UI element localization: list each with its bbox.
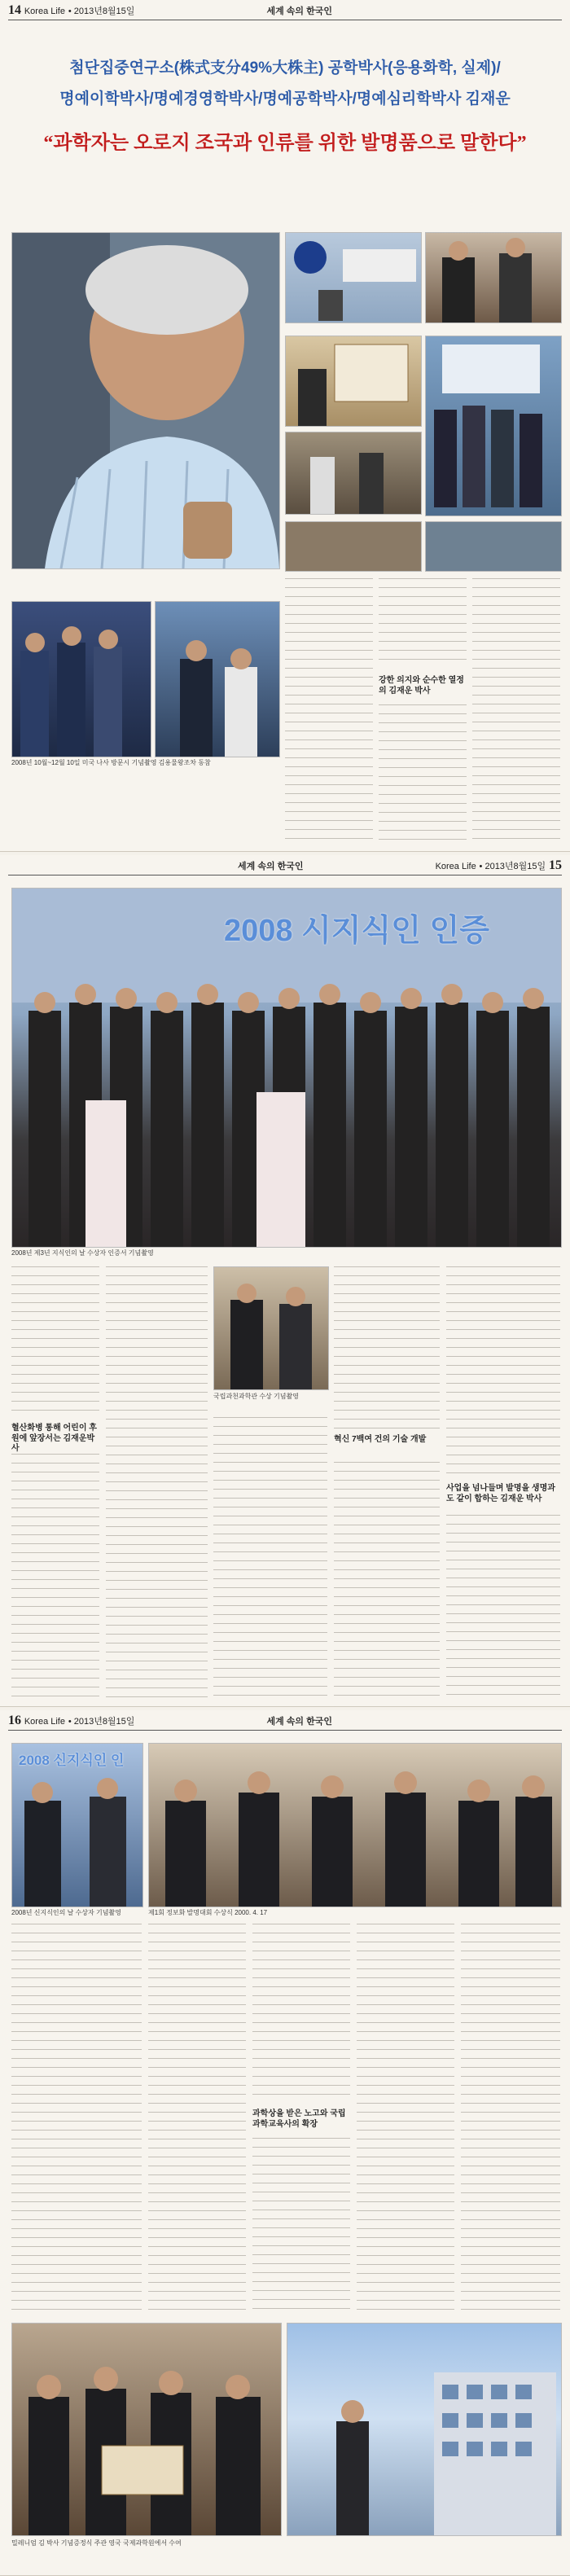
subheading: 강한 의지와 순수한 열정의 김재운 박사 [379, 676, 464, 696]
photo-caption: 국립과천과학관 수상 기념촬영 [213, 1393, 299, 1400]
body-text-column [11, 1454, 99, 1698]
nasa-visit-photo [11, 601, 151, 757]
page-number: 16 [8, 1714, 21, 1727]
body-text-column [334, 1266, 440, 1429]
certificate-photo [285, 336, 422, 427]
masthead: Korea Life [24, 7, 65, 16]
invention-award-group-photo [148, 1743, 562, 1907]
event-photo-2 [425, 521, 562, 572]
page-header [8, 1712, 562, 1731]
body-text-column [106, 1266, 208, 1698]
page-15 [0, 855, 570, 1707]
subheading: 혈산화병 통해 어린이 후원에 앞장서는 김재운박사 [11, 1424, 97, 1453]
wheelchair-photo [155, 601, 280, 757]
event-banner: 2008 시지식인 인증 [224, 914, 489, 948]
photo-caption: 제1회 정보화 발명대회 수상식 2000. 4. 17 [148, 1909, 268, 1916]
group-ceremony-photo [11, 888, 562, 1248]
page-number: 15 [548, 858, 562, 872]
issue-date: • 2013년8월15일 [68, 1717, 135, 1727]
masthead: Korea Life [24, 1717, 65, 1727]
body-text-column [11, 1924, 142, 2315]
award-handshake-photo [213, 1266, 329, 1390]
body-text-column [379, 578, 467, 668]
headline-quote: “과학자는 오로지 조국과 인류를 위한 발명품으로 말한다” [43, 133, 527, 154]
section-title: 세계 속의 한국인 [238, 862, 304, 871]
body-text-column [148, 1924, 246, 2315]
body-text-column [446, 1266, 560, 1478]
photo-caption: 2008년 10월~12월 10일 미국 나사 방문시 기념촬영 김용물왕조차 동참 [11, 759, 211, 766]
body-text-column [252, 1924, 350, 2103]
subheading: 과학상을 받은 노고와 국립과학교육사의 확장 [252, 2109, 346, 2129]
subheading: 혁신 7백여 건의 기술 개발 [334, 1435, 427, 1444]
photo-caption: 2008년 제3년 지식인의 날 수상자 인증서 기념촬영 [11, 1249, 154, 1257]
certificate-handover-photo [11, 1743, 143, 1907]
body-text-column [472, 578, 560, 843]
headline-line-1: 첨단집중연구소(株式支分49%大株主) 공학박사(응용화학, 실제)/ [69, 59, 501, 77]
body-text-column [357, 1924, 454, 2315]
body-text-column [461, 1924, 560, 2315]
award-photo-1 [425, 232, 562, 323]
page-header [8, 2, 562, 20]
body-text-column [446, 1515, 560, 1698]
section-title: 세계 속의 한국인 [266, 7, 332, 16]
event-banner: 2008 신지식인 인 [19, 1753, 125, 1768]
body-text-column [11, 1266, 99, 1417]
body-text-column [213, 1417, 327, 1698]
lab-photo [285, 432, 422, 515]
photo-caption: 밀레니엄 김 박사 기념증정식 주관 영국 국제과학원에서 수여 [11, 2539, 182, 2547]
masthead: Korea Life [435, 862, 476, 871]
body-text-column [334, 1462, 440, 1698]
nasa-photo [285, 232, 422, 323]
portrait-photo [11, 232, 280, 569]
body-text-column [252, 2138, 350, 2315]
page-16 [0, 1710, 570, 2576]
headline-line-2: 명예이학박사/명예경영학박사/명예공학박사/명예심리학박사 김재운 [59, 90, 511, 108]
issue-date: • 2013년8월15일 [68, 7, 135, 16]
section-title: 세계 속의 한국인 [266, 1717, 332, 1727]
issue-date: • 2013년8월15일 [479, 862, 546, 871]
body-text-column [285, 578, 373, 843]
subheading: 사업을 넘나들며 발명을 생명과도 같이 합하는 김재운 박사 [446, 1484, 555, 1503]
page-header [8, 857, 562, 875]
page-number: 14 [8, 3, 21, 17]
group-photo-1 [425, 336, 562, 516]
page-14 [0, 0, 570, 852]
building-photo [287, 2323, 562, 2536]
millennium-award-photo [11, 2323, 282, 2536]
body-text-column [379, 704, 467, 843]
photo-caption: 2008년 신지식인의 날 수상자 기념촬영 [11, 1909, 121, 1916]
event-photo-1 [285, 521, 422, 572]
